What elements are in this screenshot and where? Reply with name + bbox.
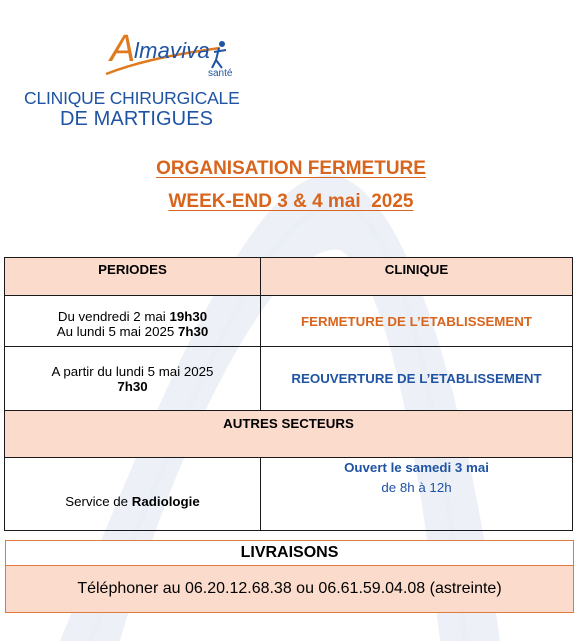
period-cell [5,296,261,347]
brand-name [110,28,210,70]
table-header-row [5,258,573,296]
period-text: Du vendredi 2 mai [57,309,170,324]
service-cell [5,458,261,531]
brand-rest: lmaviva [134,38,210,63]
header-periodes: PERIODES [5,258,261,296]
table-row [5,458,573,531]
period-text: A partir du lundi 5 mai 2025 [51,363,214,379]
schedule-table [4,257,573,531]
livraisons-text: Téléphoner au 06.20.12.68.38 ou 06.61.59.04.08 (astreinte) [6,566,573,612]
service-status-cell [261,458,573,531]
period-time: 19h30 [169,309,208,324]
clinic-logo [22,16,262,131]
service-status-line1: Ouvert le samedi 3 mai [344,460,489,475]
status-closure: FERMETURE DE L’ETABLISSEMENT [261,296,573,347]
clinic-name-line1: CLINIQUE CHIRURGICALE [24,88,240,108]
period-cell [5,347,261,411]
livraisons-title: LIVRAISONS [6,541,573,566]
service-name: Radiologie [131,493,200,509]
table-row [5,347,573,411]
livraisons-box [5,540,574,613]
brand-initial: A [110,28,136,70]
status-reopening: REOUVERTURE DE L’ETABLISSEMENT [261,347,573,411]
header-clinique: CLINIQUE [261,258,573,296]
period-text: Au lundi 5 mai 2025 [56,324,178,339]
period-time: 7h30 [177,324,209,339]
page-title-line1: ORGANISATION FERMETURE [156,158,426,179]
service-status-line2: de 8h à 12h [381,480,452,495]
brand-subtitle: santé [208,68,233,79]
section-row [5,411,573,458]
table-row [5,296,573,347]
page-title-line2: WEEK-END 3 & 4 mai 2025 [168,191,414,212]
service-text: Service de [65,493,132,509]
section-autres-secteurs: AUTRES SECTEURS [5,411,573,458]
clinic-name-line2: DE MARTIGUES [60,108,214,130]
period-time: 7h30 [117,378,148,394]
